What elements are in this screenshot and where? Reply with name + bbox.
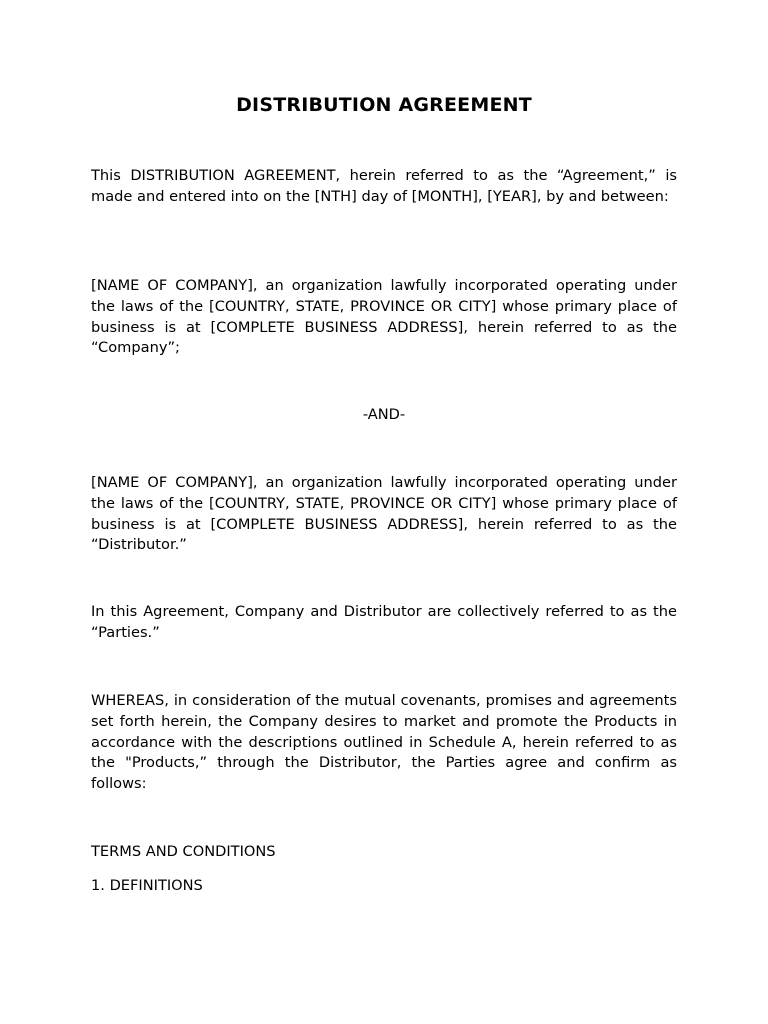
intro-paragraph: This DISTRIBUTION AGREEMENT, herein referred to as the “Agreement,” is made and entered into on the [NTH] day of [MONTH], [YEAR], by and between: xyxy=(91,167,677,205)
distributor-party-paragraph: [NAME OF COMPANY], an organization lawfully incorporated operating under the laws of the [COUNTRY, STATE, PROVINCE OR CITY] whose primary place of business is at [COMPLETE BUSINESS ADDRESS], herein referred to as the “Distributor.” xyxy=(91,474,677,554)
terms-heading: TERMS AND CONDITIONS xyxy=(91,843,276,860)
company-party-paragraph: [NAME OF COMPANY], an organization lawfully incorporated operating under the laws of the [COUNTRY, STATE, PROVINCE OR CITY] whose primary place of business is at [COMPLETE BUSINESS ADDRESS], herein referred to as the “Company”; xyxy=(91,277,677,357)
document-title: DISTRIBUTION AGREEMENT xyxy=(236,94,532,116)
parties-paragraph: In this Agreement, Company and Distributor are collectively referred to as the “Parties.” xyxy=(91,603,677,641)
definitions-heading: 1. DEFINITIONS xyxy=(91,877,203,894)
and-separator: -AND- xyxy=(362,406,406,423)
whereas-paragraph: WHEREAS, in consideration of the mutual covenants, promises and agreements set forth herein, the Company desires to market and promote the Products in accordance with the descriptions outlined in Schedule A, herein referred to as the "Products,” through the Distributor, the Parties agree and confirm as follows: xyxy=(91,692,677,793)
